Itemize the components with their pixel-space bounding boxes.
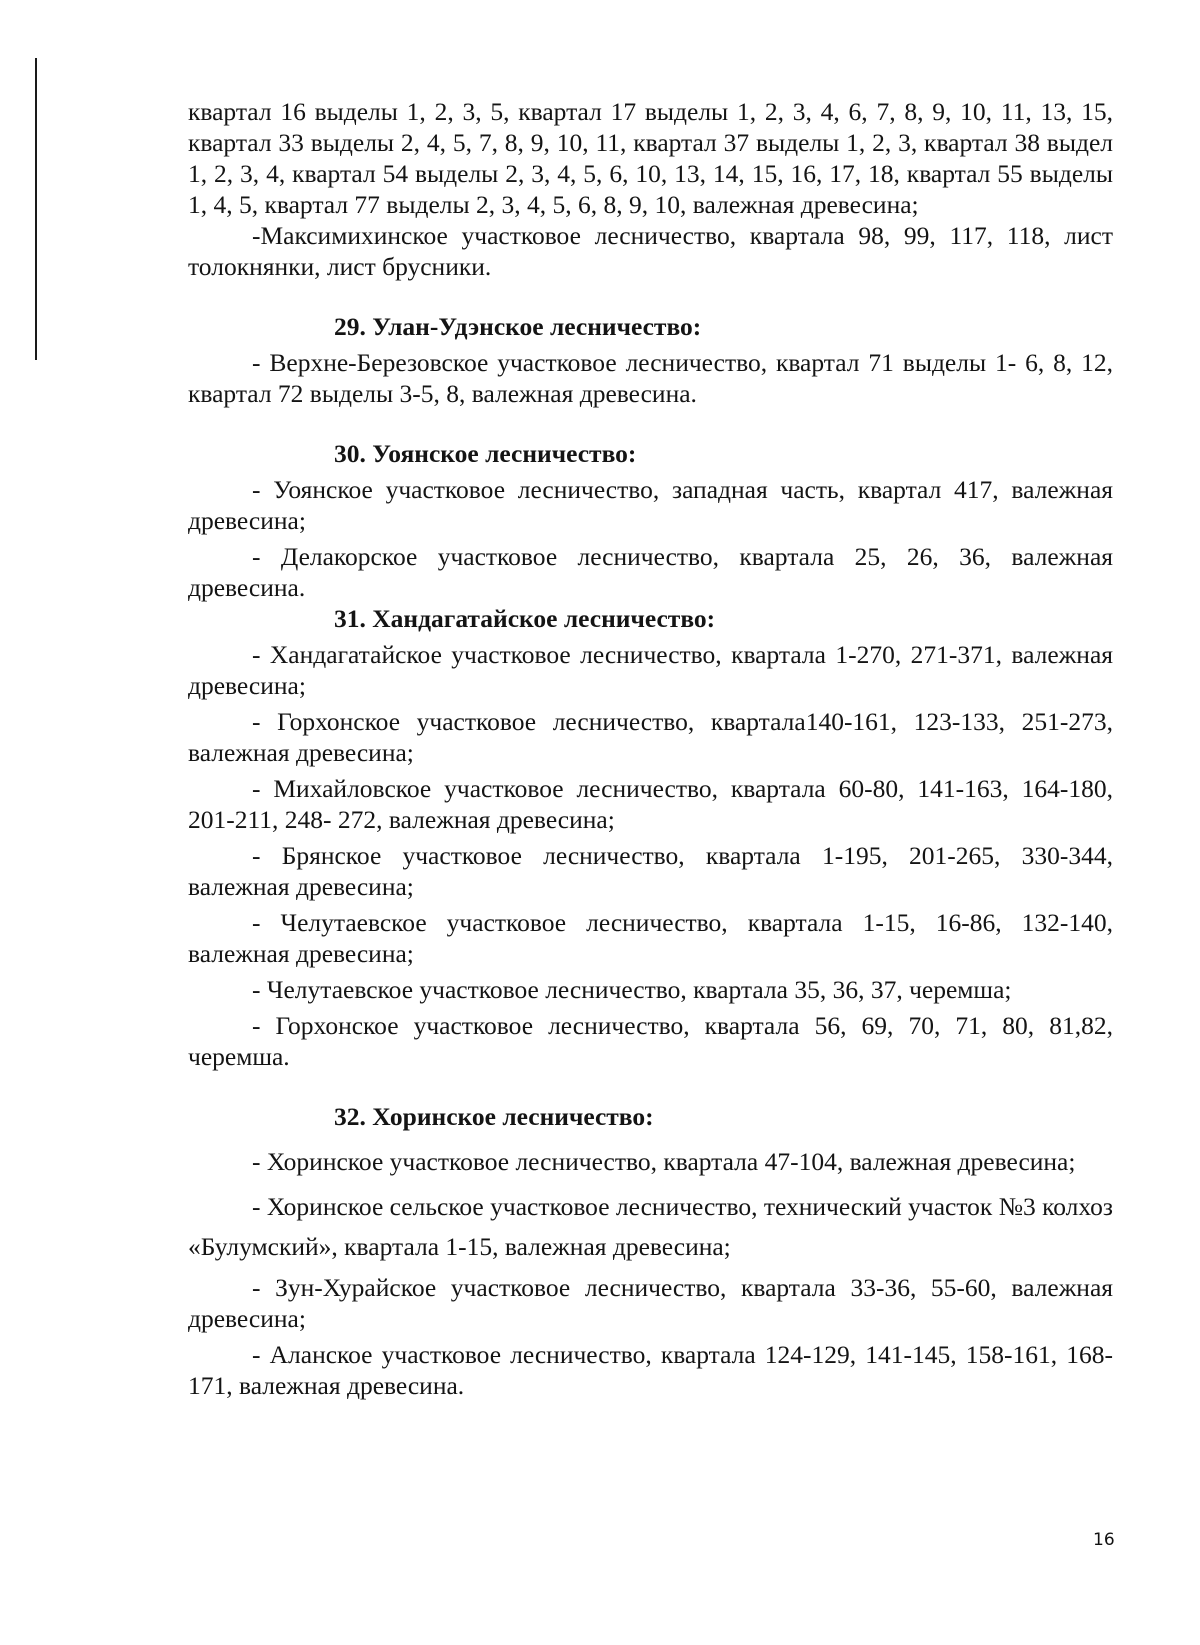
page-number: 16 xyxy=(1093,1530,1115,1550)
section-31-paragraph-2: - Горхонское участковое лесничество, квартала140-161, 123-133, 251-273, валежная древесина; xyxy=(188,707,1113,767)
section-30-paragraph-1: - Уоянское участковое лесничество, западная часть, квартал 417, валежная древесина; xyxy=(188,475,1113,535)
section-heading-32: 32. Хоринское лесничество: xyxy=(334,1102,654,1131)
section-31-paragraph-7: - Горхонское участковое лесничество, квартала 56, 69, 70, 71, 80, 81,82, черемша. xyxy=(188,1011,1113,1071)
margin-line xyxy=(35,58,37,360)
section-heading-29: 29. Улан-Удэнское лесничество: xyxy=(334,312,702,341)
section-29-paragraph-1: - Верхне-Березовское участковое лесничество, квартал 71 выделы 1- 6, 8, 12, квартал 72 выделы 3-5, 8, валежная древесина. xyxy=(188,348,1113,408)
intro-paragraph-1: квартал 16 выделы 1, 2, 3, 5, квартал 17 выделы 1, 2, 3, 4, 6, 7, 8, 9, 10, 11, 13, 15, квартал 33 выделы 2, 4, 5, 7, 8, 9, 10, 11, квартал 37 выделы 1, 2, 3, квартал 38 выдел 1, 2, 3, 4, квартал 54 выделы 2, 3, 4, 5, 6, 10, 13, 14, 15, 16, 17, 18, квартал 55 выделы 1, 4, 5, квартал 77 выделы 2, 3, 4, 5, 6, 8, 9, 10, валежная древесина; xyxy=(188,97,1113,219)
page-content xyxy=(188,96,1113,1401)
section-heading-30: 30. Уоянское лесничество: xyxy=(334,439,637,468)
section-31-paragraph-6: - Челутаевское участковое лесничество, квартала 35, 36, 37, черемша; xyxy=(252,975,1012,1004)
section-31-paragraph-4: - Брянское участковое лесничество, квартала 1-195, 201-265, 330-344, валежная древесина; xyxy=(188,841,1113,901)
section-30-paragraph-2: - Делакорское участковое лесничество, квартала 25, 26, 36, валежная древесина. xyxy=(188,542,1113,602)
section-32-paragraph-3: - Зун-Хурайское участковое лесничество, квартала 33-36, 55-60, валежная древесина; xyxy=(188,1273,1113,1333)
section-heading-31: 31. Хандагатайское лесничество: xyxy=(334,604,716,633)
section-31-paragraph-5: - Челутаевское участковое лесничество, квартала 1-15, 16-86, 132-140, валежная древесина; xyxy=(188,908,1113,968)
intro-paragraph-2: -Максимихинское участковое лесничество, квартала 98, 99, 117, 118, лист толокнянки, лист брусники. xyxy=(188,221,1113,281)
section-31-paragraph-1: - Хандагатайское участковое лесничество, квартала 1-270, 271-371, валежная древесина; xyxy=(188,640,1113,700)
section-32-paragraph-2: - Хоринское сельское участковое лесничество, технический участок №3 колхоз «Булумский», квартала 1-15, валежная древесина; xyxy=(188,1192,1113,1261)
section-32-paragraph-4: - Аланское участковое лесничество, квартала 124-129, 141-145, 158-161, 168-171, валежная древесина. xyxy=(188,1340,1113,1400)
section-31-paragraph-3: - Михайловское участковое лесничество, квартала 60-80, 141-163, 164-180, 201-211, 248- 272, валежная древесина; xyxy=(188,774,1113,834)
section-32-paragraph-1: - Хоринское участковое лесничество, квартала 47-104, валежная древесина; xyxy=(252,1147,1076,1176)
